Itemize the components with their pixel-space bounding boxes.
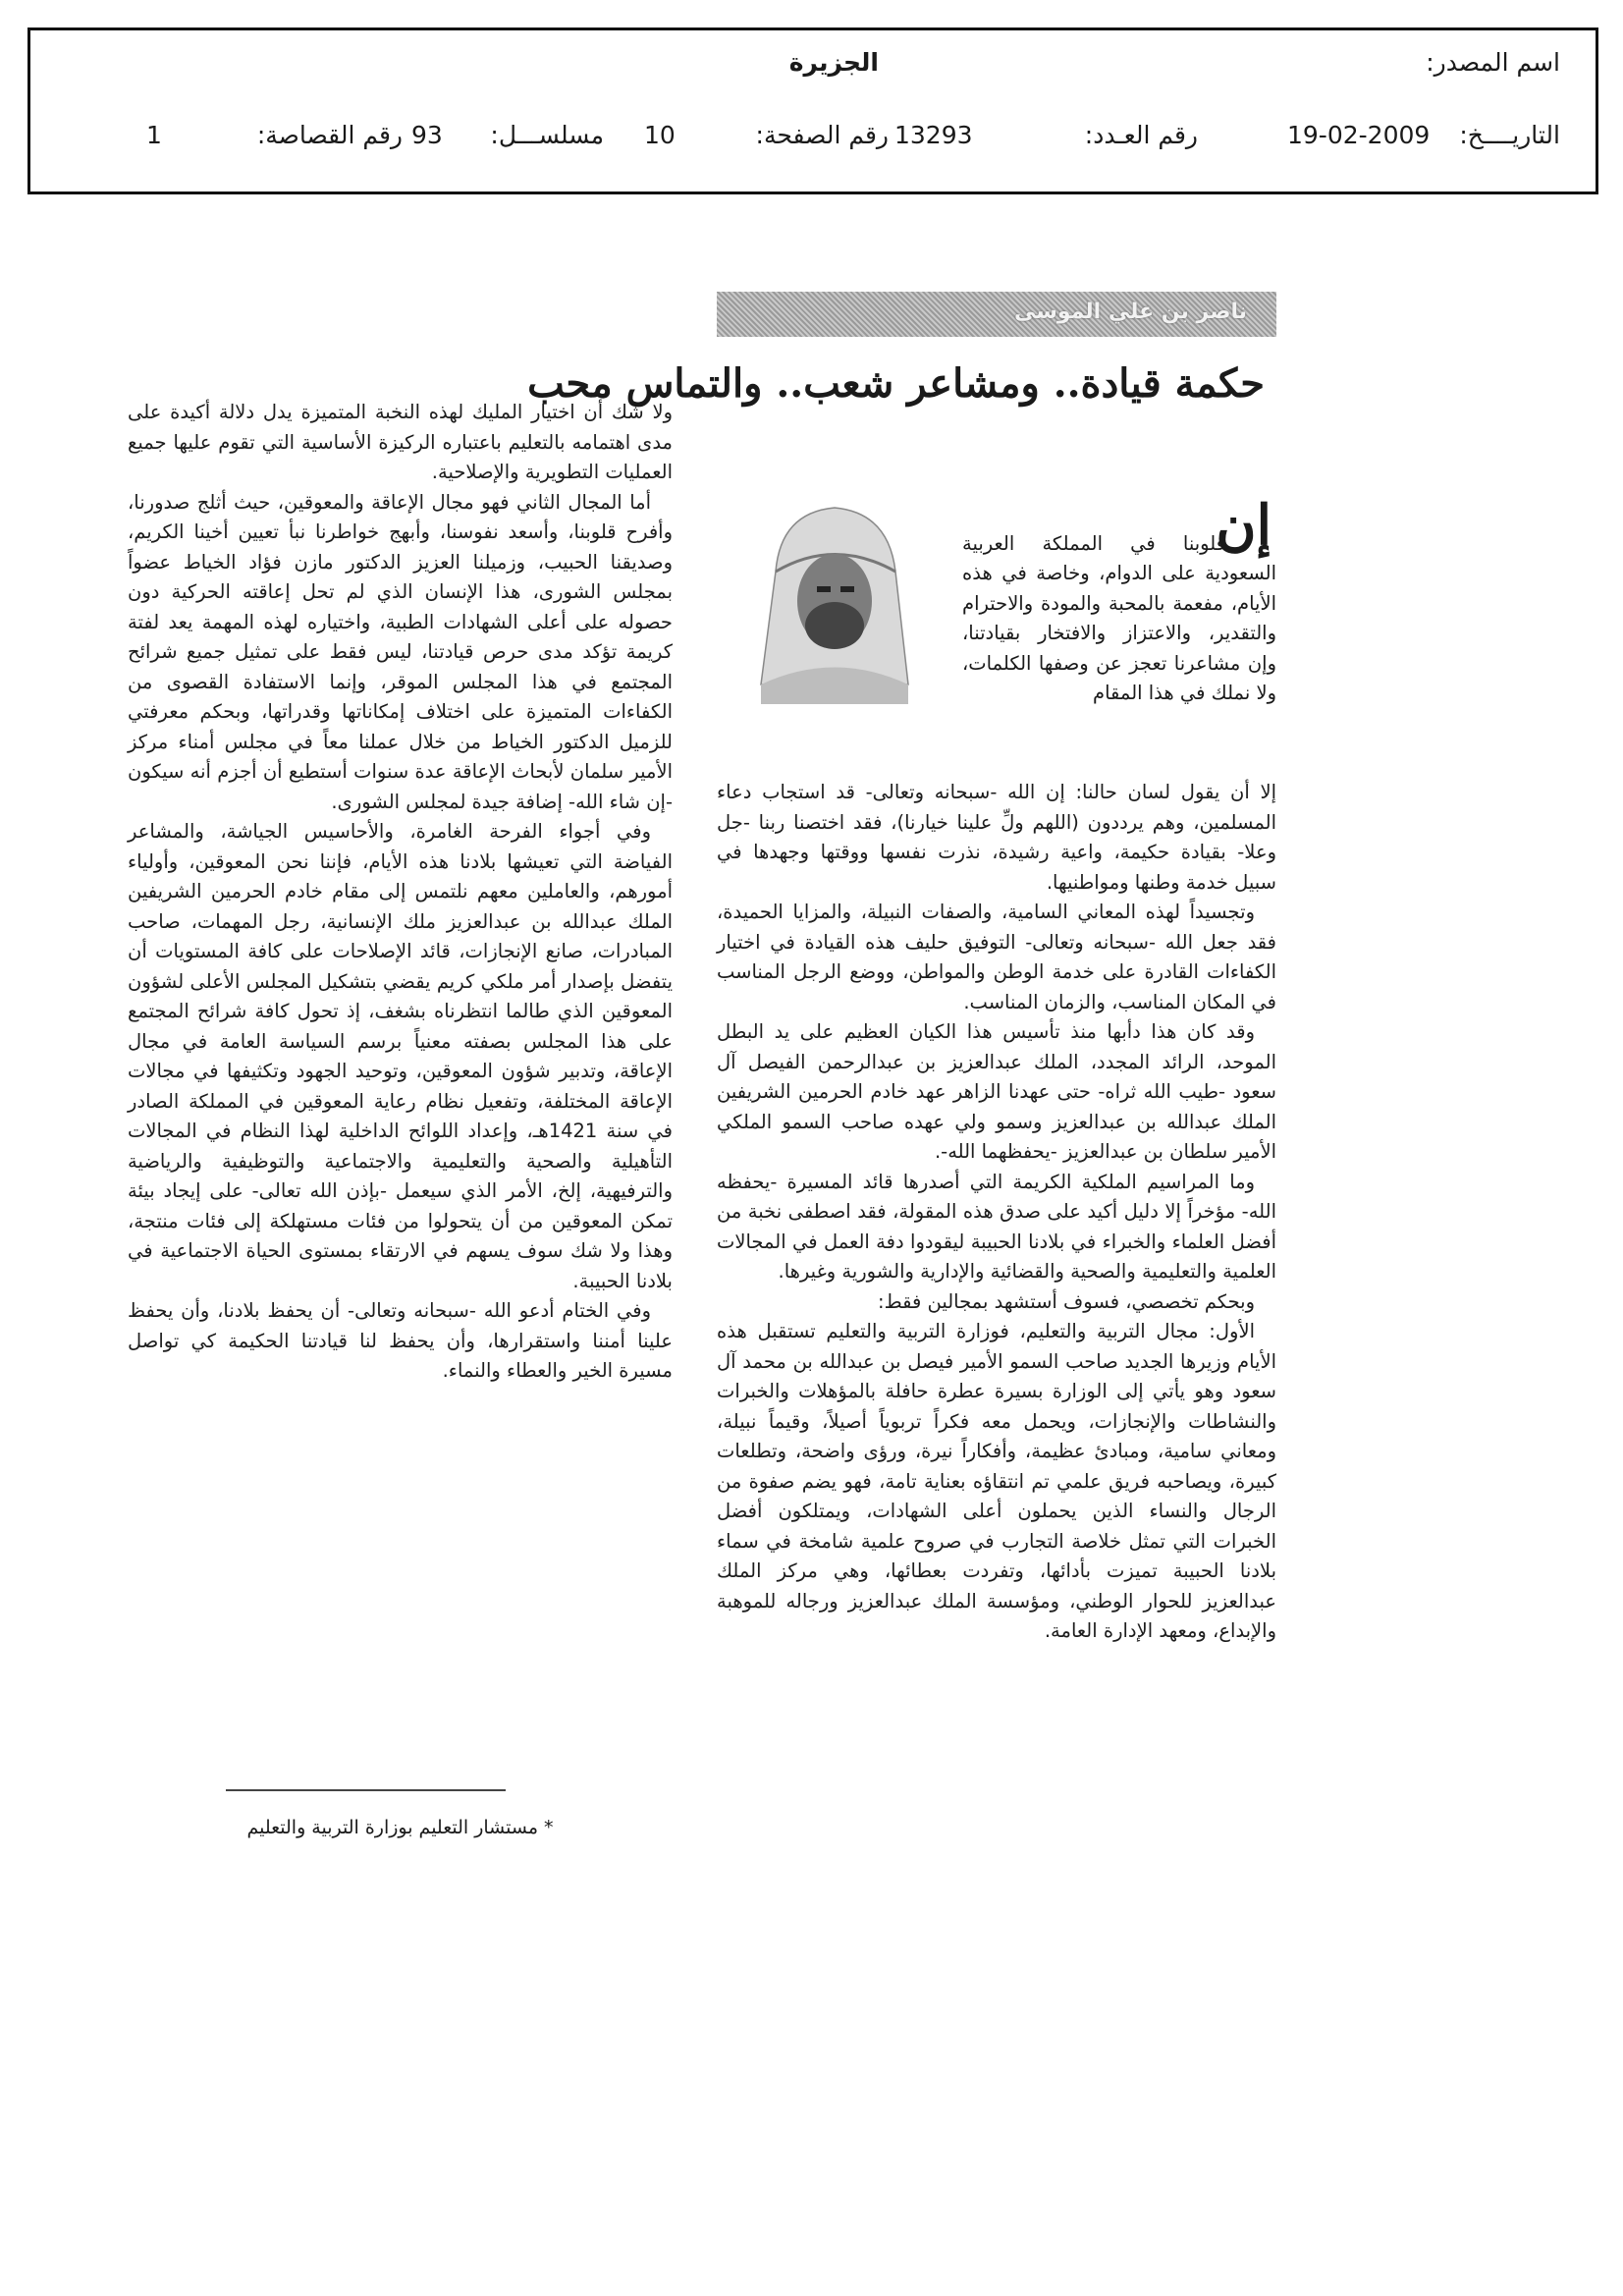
author-band — [717, 292, 1276, 337]
page-label: رقم الصفحة: — [755, 121, 889, 149]
serial-value: 93 — [411, 121, 443, 149]
source-label: اسم المصدر: — [1426, 48, 1560, 77]
issue-label: رقم العـدد: — [1084, 121, 1198, 149]
article-paragraph: وما المراسيم الملكية الكريمة التي أصدرها قائد المسيرة -يحفظه الله- مؤخراً إلا دليل أكيد على صدق هذه المقولة، فقد اصطفى نخبة من أفضل العلماء والخبراء في بلادنا الحبيبة ليقودوا دفة العمل في المجالات العلمية والتعليمية والصحية والقضائية والإدارية والشورية وغيرها. — [717, 1170, 1276, 1283]
article-left-column — [128, 398, 673, 1773]
article-paragraph: وفي أجواء الفرحة الغامرة، والأحاسيس الجياشة، والمشاعر الفياضة التي تعيشها بلادنا هذه الأيام، فإننا نحن المعوقين، وأولياء أمورهم، والعاملين معهم نلتمس إلى مقام خادم الحرمين الشريفين الملك عبدالله بن عبدالعزيز ملك الإنسانية، رجل المهمات، صاحب المبادرات، صانع الإنجازات، قائد الإصلاحات على كافة المستويات أن يتفضل بإصدار أمر ملكي كريم يقضي بتشكيل المجلس الأعلى لشؤون المعوقين الذي طالما انتظرناه بشغف، إذ تحول كافة شرائح المجتمع على هذا المجلس بصفته معنياً برسم السياسة العامة في مجال الإعاقة، وتدبير شؤون المعوقين، وتوحيد الجهود وتكثيفها في مجالات الإعاقة المختلفة، وتفعيل نظام رعاية المعوقين في المملكة الصادر في سنة 1421هـ، وإعداد اللوائح الداخلية لهذا النظام في المجالات التأهيلية والصحية والتعليمية والاجتماعية والتوظيفية والرياضية والترفيهية، إلخ، الأمر الذي سيعمل -بإذن الله تعالى- على إيجاد بيئة تمكن المعوقين من أن يتحولوا من فئات مستهلكة إلى فئات منتجة، وهذا ولا شك سوف يسهم في الارتقاء بمستوى الحياة الاجتماعية في بلادنا الحبيبة. — [128, 820, 673, 1292]
clipping-value: 1 — [146, 121, 162, 149]
article-paragraph: وبحكم تخصصي، فسوف أستشهد بمجالين فقط: — [878, 1289, 1255, 1313]
article-paragraph: وفي الختام أدعو الله -سبحانه وتعالى- أن يحفظ بلادنا، وأن يحفظ علينا أمننا واستقرارها، وأن يحفظ لنا قيادتنا الحكيمة كي تواصل مسيرة الخير والعطاء والنماء. — [128, 1299, 673, 1382]
article-right-column — [527, 292, 1276, 1981]
issue-value: 13293 — [894, 121, 973, 149]
article-paragraph: الأول: مجال التربية والتعليم، فوزارة التربية والتعليم تستقبل هذه الأيام وزيرها الجديد صاحب السمو الأمير فيصل بن عبدالله بن محمد آل سعود وهو يأتي إلى الوزارة بسيرة عطرة حافلة بالمؤهلات والخبرات والنشاطات والإنجازات، ويحمل معه فكراً تربوياً أصيلاً، وقيماً نبيلة، ومعاني سامية، ومبادئ عظيمة، وأفكاراً نيرة، ورؤى واضحة، وتطلعات كبيرة، ويصاحبه فريق علمي تم انتقاؤه بعناية تامة، فهو يضم صفوة من الرجال والنساء الذين يحملون أعلى الشهادات، ويمتلكون أفضل الخبرات التي تمثل خلاصة التجارب في صروح علمية شامخة في سماء بلادنا الحبيبة تميزت بأدائها، وتفردت بعطائها، وهي مركز الملك عبدالعزيز للحوار الوطني، ومؤسسة الملك عبدالعزيز ورجاله للموهبة والإبداع، ومعهد الإدارة العامة. — [717, 1320, 1276, 1642]
clipping-label: رقم القصاصة: — [256, 121, 403, 149]
article-lead: قلوبنا في المملكة العربية السعودية على الدوام، وخاصة في هذه الأيام، مفعمة بالمحبة والمودة والاحترام والتقدير، والاعتزاز والافتخار بقيادتنا، وإن مشاعرنا تعجز عن وصفها الكلمات، ولا نملك في هذا المقام — [962, 531, 1276, 704]
article-paragraph: وقد كان هذا دأبها منذ تأسيس هذا الكيان العظيم على يد البطل الموحد، الرائد المجدد، الملك عبدالعزيز بن عبدالرحمن الفيصل آل سعود -طيب الله ثراه- حتى عهدنا الزاهر عهد خادم الحرمين الشريفين الملك عبدالله بن عبدالعزيز وسمو ولي عهده صاحب السمو الملكي الأمير سلطان بن عبدالعزيز -يحفظهما الله-. — [717, 1020, 1276, 1163]
date-value: 19-02-2009 — [1287, 121, 1431, 149]
date-label: التاريــــخ: — [1459, 121, 1560, 149]
article-dropcap: إن — [1216, 493, 1271, 558]
author-footnote: * مستشار التعليم بوزارة التربية والتعليم — [246, 1817, 554, 1838]
left-column-body — [128, 398, 673, 1387]
article-paragraph: وتجسيداً لهذه المعاني السامية، والصفات النبيلة، والمزايا الحميدة، فقد جعل الله -سبحانه وتعالى- التوفيق حليف هذه القيادة في اختيار الكفاءات القادرة على خدمة الوطن والمواطن، ووضع الرجل المناسب في المكان المناسب، والزمان المناسب. — [717, 901, 1276, 1013]
footnote-divider — [226, 1789, 506, 1791]
article-paragraph: إلا أن يقول لسان حالنا: إن الله -سبحانه وتعالى- قد استجاب دعاء المسلمين، وهم يرددون (اللهم ولِّ علينا خيارنا)، فقد اختصنا ربنا -جل وعلا- بقيادة حكيمة، واعية رشيدة، نذرت نفسها ووقتها وجهدها في سبيل خدمة وطنها ومواطنيها. — [717, 781, 1276, 894]
page-value: 10 — [644, 121, 676, 149]
article-headline: حكمة قيادة.. ومشاعر شعب.. والتماس محب — [527, 360, 1265, 407]
clipping-header — [27, 27, 1598, 194]
article-paragraph: أما المجال الثاني فهو مجال الإعاقة والمعوقين، حيث أثلج صدورنا، وأفرح قلوبنا، وأسعد نفوسنا، وأبهج خواطرنا نبأ تعيين أخينا الكريم، وصديقنا الحبيب، وزميلنا العزيز الدكتور مازن فؤاد الخياط عضواً بمجلس الشورى، هذا الإنسان الذي لم تحل إعاقته الحركية دون حصوله على أعلى الشهادات الطبية، واختياره لهذه المهمة يعد لفتة كريمة تؤكد مدى حرص قيادتنا، ليس فقط على تمثيل جميع شرائح المجتمع في هذا المجلس الموقر، وإنما الاستفادة القصوى من الكفاءات المتميزة على اختلاف إمكاناتها وقدراتها، وبحكم معرفتي للزميل الدكتور الخياط من خلال عملنا معاً في مجلس أمناء مركز الأمير سلمان لأبحاث الإعاقة عدة سنوات أستطيع أن أجزم أنه سيكون -إن شاء الله- إضافة جيدة لمجلس الشورى. — [128, 490, 673, 813]
serial-label: مسلســـل: — [490, 121, 604, 149]
source-value: الجزيرة — [788, 48, 879, 77]
author-name: ناصر بن علي الموسى — [1013, 300, 1247, 324]
right-column-body — [717, 778, 1276, 1647]
author-photo — [736, 478, 933, 704]
article-paragraph: ولا شك أن اختيار المليك لهذه النخبة المتميزة يدل دلالة أكيدة على مدى اهتمامه بالتعليم باعتباره الركيزة الأساسية التي تقوم عليها جميع العمليات التطويرية والإصلاحية. — [128, 401, 673, 483]
